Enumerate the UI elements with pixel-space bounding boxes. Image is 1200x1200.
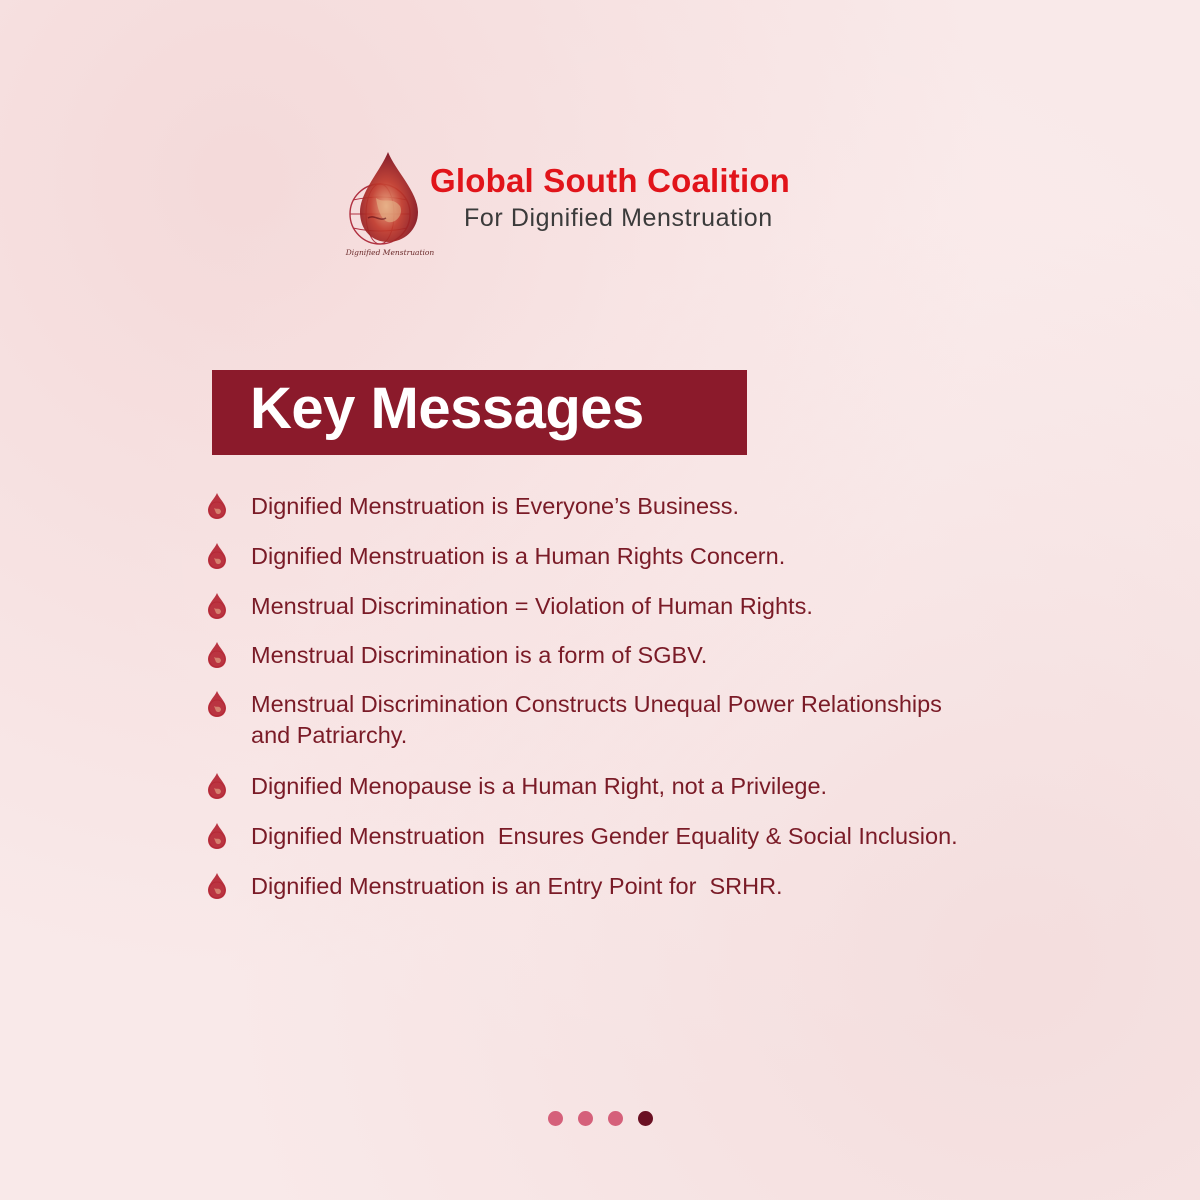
logo xyxy=(338,148,442,266)
message-text: Dignified Menstruation is an Entry Point for SRHR. xyxy=(251,873,783,899)
pagination-dot-3[interactable] xyxy=(608,1111,623,1126)
blood-drop-icon xyxy=(205,492,229,520)
key-messages-banner xyxy=(212,370,747,455)
message-text: Menstrual Discrimination Constructs Unequal Power Relationships and Patriarchy. xyxy=(251,691,942,748)
org-subtitle: For Dignified Menstruation xyxy=(464,204,773,232)
org-name: Global South Coalition xyxy=(430,162,791,199)
pagination-dot-4-active[interactable] xyxy=(638,1111,653,1126)
blood-drop-icon xyxy=(205,592,229,620)
blood-drop-icon xyxy=(205,690,229,718)
message-text: Menstrual Discrimination = Violation of Human Rights. xyxy=(251,593,813,619)
message-text: Dignified Menopause is a Human Right, not a Privilege. xyxy=(251,773,828,799)
blood-drop-icon xyxy=(205,542,229,570)
blood-drop-icon xyxy=(205,772,229,800)
message-text: Dignified Menstruation is Everyone’s Business. xyxy=(251,493,740,519)
message-text: Dignified Menstruation Ensures Gender Equality & Social Inclusion. xyxy=(251,823,958,849)
logo-caption: Dignified Menstruation xyxy=(345,248,435,257)
message-text: Dignified Menstruation is a Human Rights Concern. xyxy=(251,543,786,569)
blood-drop-globe-icon xyxy=(338,148,442,252)
page-title: Key Messages xyxy=(250,376,644,441)
pagination-dot-1[interactable] xyxy=(548,1111,563,1126)
blood-drop-icon xyxy=(205,822,229,850)
pagination-dot-2[interactable] xyxy=(578,1111,593,1126)
blood-drop-icon xyxy=(205,872,229,900)
blood-drop-icon xyxy=(205,641,229,669)
header xyxy=(338,148,878,268)
message-text: Menstrual Discrimination is a form of SGBV. xyxy=(251,642,708,668)
